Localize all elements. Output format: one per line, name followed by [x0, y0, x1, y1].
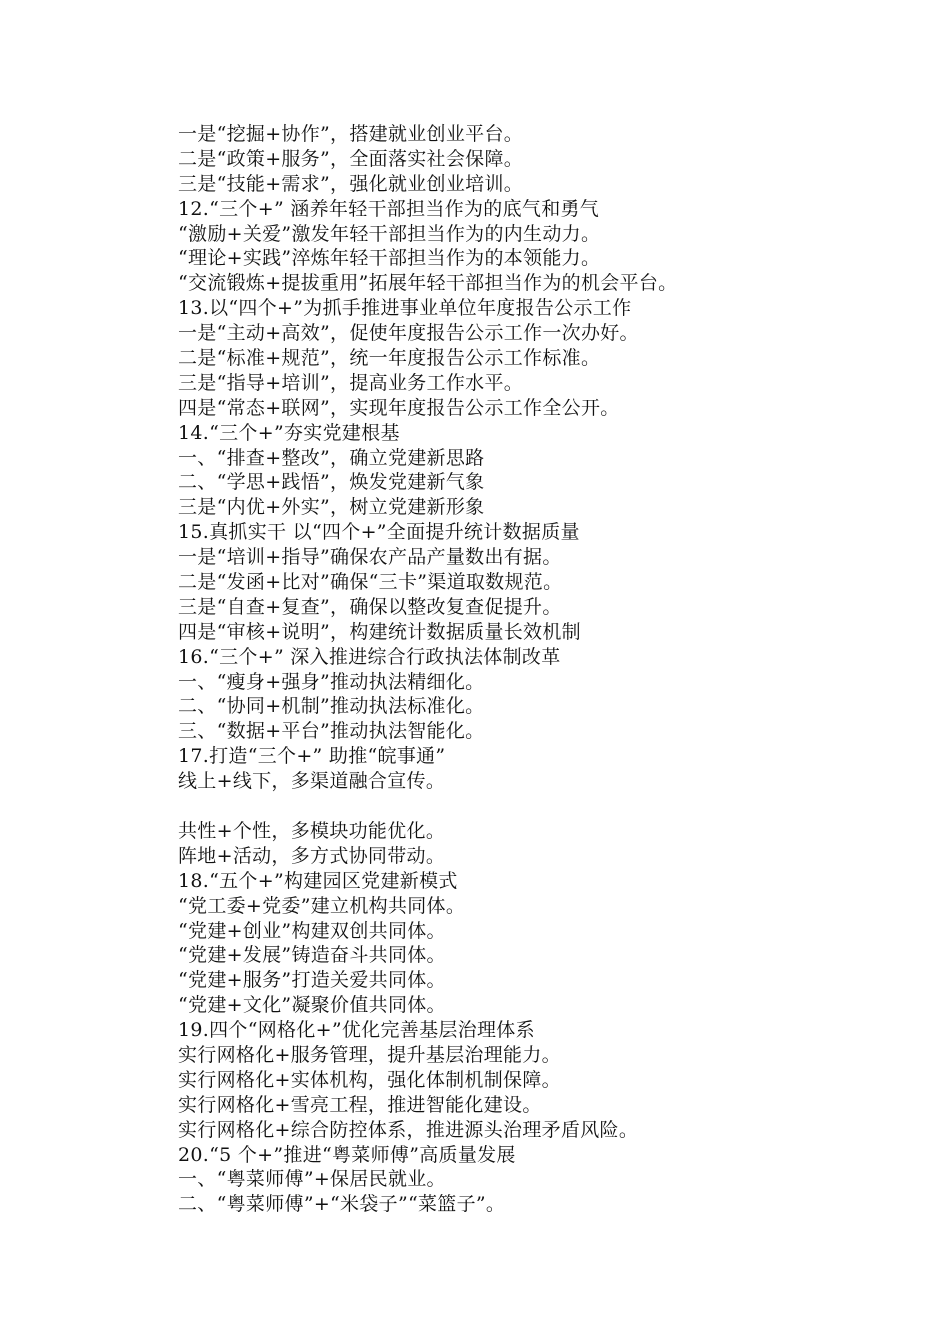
text-line: “党建+发展”铸造奋斗共同体。 [178, 944, 446, 967]
text-line: 一、“瘦身+强身”推动执法精细化。 [178, 670, 485, 693]
text-line: 二是“标准+规范”，统一年度报告公示工作标准。 [178, 347, 601, 370]
text-line: 线上+线下，多渠道融合宣传。 [178, 770, 446, 793]
text-line: 二是“发函+比对”确保“三卡”渠道取数规范。 [178, 571, 563, 594]
text-line: “党建+文化”凝聚价值共同体。 [178, 994, 446, 1017]
section-heading: 15.真抓实干 以“四个+”全面提升统计数据质量 [178, 521, 580, 544]
text-line: 一、“排查+整改”，确立党建新思路 [178, 446, 485, 469]
section-heading: 19.四个“网格化+”优化完善基层治理体系 [178, 1019, 535, 1042]
text-line: 二、“学思+践悟”，焕发党建新气象 [178, 471, 485, 494]
text-line: “党建+服务”打造关爱共同体。 [178, 969, 446, 992]
text-line: “激励+关爱”激发年轻干部担当作为的内生动力。 [178, 222, 601, 245]
text-line: 二是“政策+服务”，全面落实社会保障。 [178, 147, 524, 170]
text-line: 实行网格化+服务管理，提升基层治理能力。 [178, 1043, 561, 1066]
text-line: 实行网格化+实体机构，强化体制机制保障。 [178, 1068, 561, 1091]
text-line: 三是“指导+培训”，提高业务工作水平。 [178, 371, 524, 394]
text-line: 三、“数据+平台”推动执法智能化。 [178, 720, 485, 743]
blank-line [178, 794, 918, 819]
section-heading: 20.“5 个+”推进“粤菜师傅”高质量发展 [178, 1143, 516, 1166]
text-line: 二、“协同+机制”推动执法标准化。 [178, 695, 485, 718]
text-line: “党建+创业”构建双创共同体。 [178, 919, 446, 942]
text-line: 四是“常态+联网”，实现年度报告公示工作全公开。 [178, 396, 620, 419]
text-line: “交流锻炼+提拔重用”拓展年轻干部担当作为的机会平台。 [178, 272, 678, 295]
section-heading: 12.“三个+” 涵养年轻干部担当作为的底气和勇气 [178, 197, 600, 220]
text-line: 实行网格化+雪亮工程，推进智能化建设。 [178, 1093, 542, 1116]
text-line: 四是“审核+说明”，构建统计数据质量长效机制 [178, 620, 581, 643]
text-line: “理论+实践”淬炼年轻干部担当作为的本领能力。 [178, 247, 601, 270]
section-heading: 18.“五个+”构建园区党建新模式 [178, 869, 458, 892]
text-line: 三是“内优+外实”，树立党建新形象 [178, 496, 485, 519]
text-line: 一是“主动+高效”，促使年度报告公示工作一次办好。 [178, 322, 639, 345]
text-line: 一是“挖掘+协作”，搭建就业创业平台。 [178, 123, 524, 145]
document-body [178, 122, 918, 1217]
text-line: 实行网格化+综合防控体系，推进源头治理矛盾风险。 [178, 1118, 639, 1141]
text-line: 阵地+活动，多方式协同带动。 [178, 844, 446, 867]
text-line: 一是“培训+指导”确保农产品产量数出有据。 [178, 546, 562, 569]
text-line: 共性+个性，多模块功能优化。 [178, 819, 446, 842]
text-line: 三是“技能+需求”，强化就业创业培训。 [178, 172, 524, 195]
text-line: 一、“粤菜师傅”+保居民就业。 [178, 1168, 446, 1191]
section-heading: 13.以“四个+”为抓手推进事业单位年度报告公示工作 [178, 297, 632, 320]
text-line: 二、“粤菜师傅”+“米袋子”“菜篮子”。 [178, 1193, 506, 1216]
section-heading: 14.“三个+”夯实党建根基 [178, 421, 400, 444]
section-heading: 16.“三个+” 深入推进综合行政执法体制改革 [178, 645, 561, 668]
section-heading: 17.打造“三个+” 助推“皖事通” [178, 745, 446, 768]
text-line: “党工委+党委”建立机构共同体。 [178, 894, 466, 917]
text-line: 三是“自查+复查”，确保以整改复查促提升。 [178, 595, 562, 618]
